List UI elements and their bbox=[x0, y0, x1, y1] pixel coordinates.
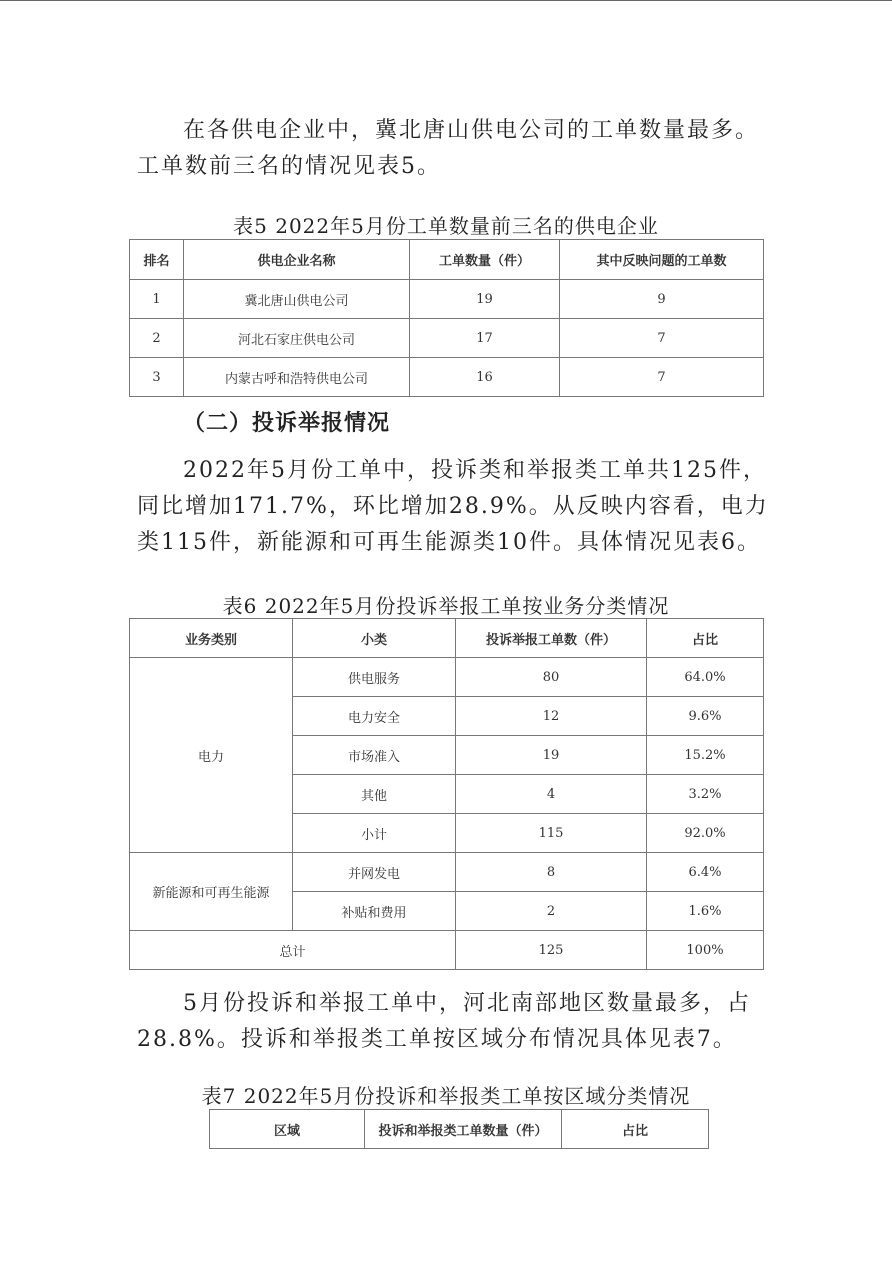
table5-header-row bbox=[130, 240, 764, 280]
table-cell: 河北石家庄供电公司 bbox=[184, 319, 410, 358]
table5-header-cell: 工单数量（件） bbox=[410, 240, 560, 280]
table-row bbox=[130, 358, 764, 397]
table5-header-cell: 排名 bbox=[130, 240, 184, 280]
table5-header-cell: 其中反映问题的工单数 bbox=[560, 240, 764, 280]
table-cell: 15.2% bbox=[647, 736, 764, 775]
table-cell: 9 bbox=[560, 280, 764, 319]
table-cell: 4 bbox=[456, 775, 647, 814]
table-cell: 其他 bbox=[293, 775, 456, 814]
table6-header-cell: 占比 bbox=[647, 619, 764, 658]
table5-caption: 表5 2022年5月份工单数量前三名的供电企业 bbox=[233, 214, 659, 238]
table-row bbox=[130, 658, 764, 697]
table6-header-cell: 投诉举报工单数（件） bbox=[456, 619, 647, 658]
table-cell: 小计 bbox=[293, 814, 456, 853]
table5 bbox=[129, 239, 764, 397]
table-cell: 115 bbox=[456, 814, 647, 853]
table-row bbox=[130, 319, 764, 358]
table-cell: 市场准入 bbox=[293, 736, 456, 775]
table7-header-cell: 区域 bbox=[210, 1110, 365, 1149]
table-cell: 供电服务 bbox=[293, 658, 456, 697]
section-heading: （二）投诉举报情况 bbox=[183, 411, 391, 436]
paragraph-3: 5月份投诉和举报工单中，河北南部地区数量最多，占28.8%。投诉和举报类工单按区域分布情况具体见表7。 bbox=[137, 991, 751, 1052]
table-cell: 7 bbox=[560, 358, 764, 397]
table-cell: 内蒙古呼和浩特供电公司 bbox=[184, 358, 410, 397]
table-cell: 2 bbox=[130, 319, 184, 358]
total-label-cell: 总计 bbox=[130, 931, 456, 970]
table-cell: 3 bbox=[130, 358, 184, 397]
category-cell-renewable: 新能源和可再生能源 bbox=[130, 853, 293, 931]
table-cell: 80 bbox=[456, 658, 647, 697]
table-cell: 1 bbox=[130, 280, 184, 319]
category-cell-electric: 电力 bbox=[130, 658, 293, 853]
table7 bbox=[209, 1109, 709, 1149]
table-cell: 3.2% bbox=[647, 775, 764, 814]
table-cell: 6.4% bbox=[647, 853, 764, 892]
table-row bbox=[130, 853, 764, 892]
table7-caption: 表7 2022年5月份投诉和举报类工单按区域分类情况 bbox=[201, 1084, 691, 1108]
table6 bbox=[129, 618, 764, 970]
table-cell: 1.6% bbox=[647, 892, 764, 931]
table-cell: 9.6% bbox=[647, 697, 764, 736]
table6-header-cell: 小类 bbox=[293, 619, 456, 658]
table7-header-cell: 投诉和举报类工单数量（件） bbox=[365, 1110, 562, 1149]
table-cell: 7 bbox=[560, 319, 764, 358]
table-cell: 电力安全 bbox=[293, 697, 456, 736]
table-cell: 12 bbox=[456, 697, 647, 736]
paragraph-1: 在各供电企业中，冀北唐山供电公司的工单数量最多。工单数前三名的情况见表5。 bbox=[137, 118, 760, 179]
table5-header-cell: 供电企业名称 bbox=[184, 240, 410, 280]
table-cell: 17 bbox=[410, 319, 560, 358]
table6-header-cell: 业务类别 bbox=[130, 619, 293, 658]
table7-header-row bbox=[210, 1110, 709, 1149]
table-total-row bbox=[130, 931, 764, 970]
table-cell: 16 bbox=[410, 358, 560, 397]
table6-header-row bbox=[130, 619, 764, 658]
table-row bbox=[130, 280, 764, 319]
table-cell: 19 bbox=[410, 280, 560, 319]
page-top-border bbox=[0, 0, 892, 1]
table-cell: 125 bbox=[456, 931, 647, 970]
table6-caption: 表6 2022年5月份投诉举报工单按业务分类情况 bbox=[222, 594, 670, 618]
table7-header-cell: 占比 bbox=[562, 1110, 709, 1149]
table-cell: 92.0% bbox=[647, 814, 764, 853]
table-cell: 19 bbox=[456, 736, 647, 775]
table-cell: 64.0% bbox=[647, 658, 764, 697]
table-cell: 并网发电 bbox=[293, 853, 456, 892]
table-cell: 冀北唐山供电公司 bbox=[184, 280, 410, 319]
table-cell: 2 bbox=[456, 892, 647, 931]
table-cell: 补贴和费用 bbox=[293, 892, 456, 931]
table-cell: 100% bbox=[647, 931, 764, 970]
table-cell: 8 bbox=[456, 853, 647, 892]
paragraph-2: 2022年5月份工单中，投诉类和举报类工单共125件，同比增加171.7%，环比增加28.9%。从反映内容看，电力类115件，新能源和可再生能源类10件。具体情况见表6。 bbox=[137, 458, 769, 555]
